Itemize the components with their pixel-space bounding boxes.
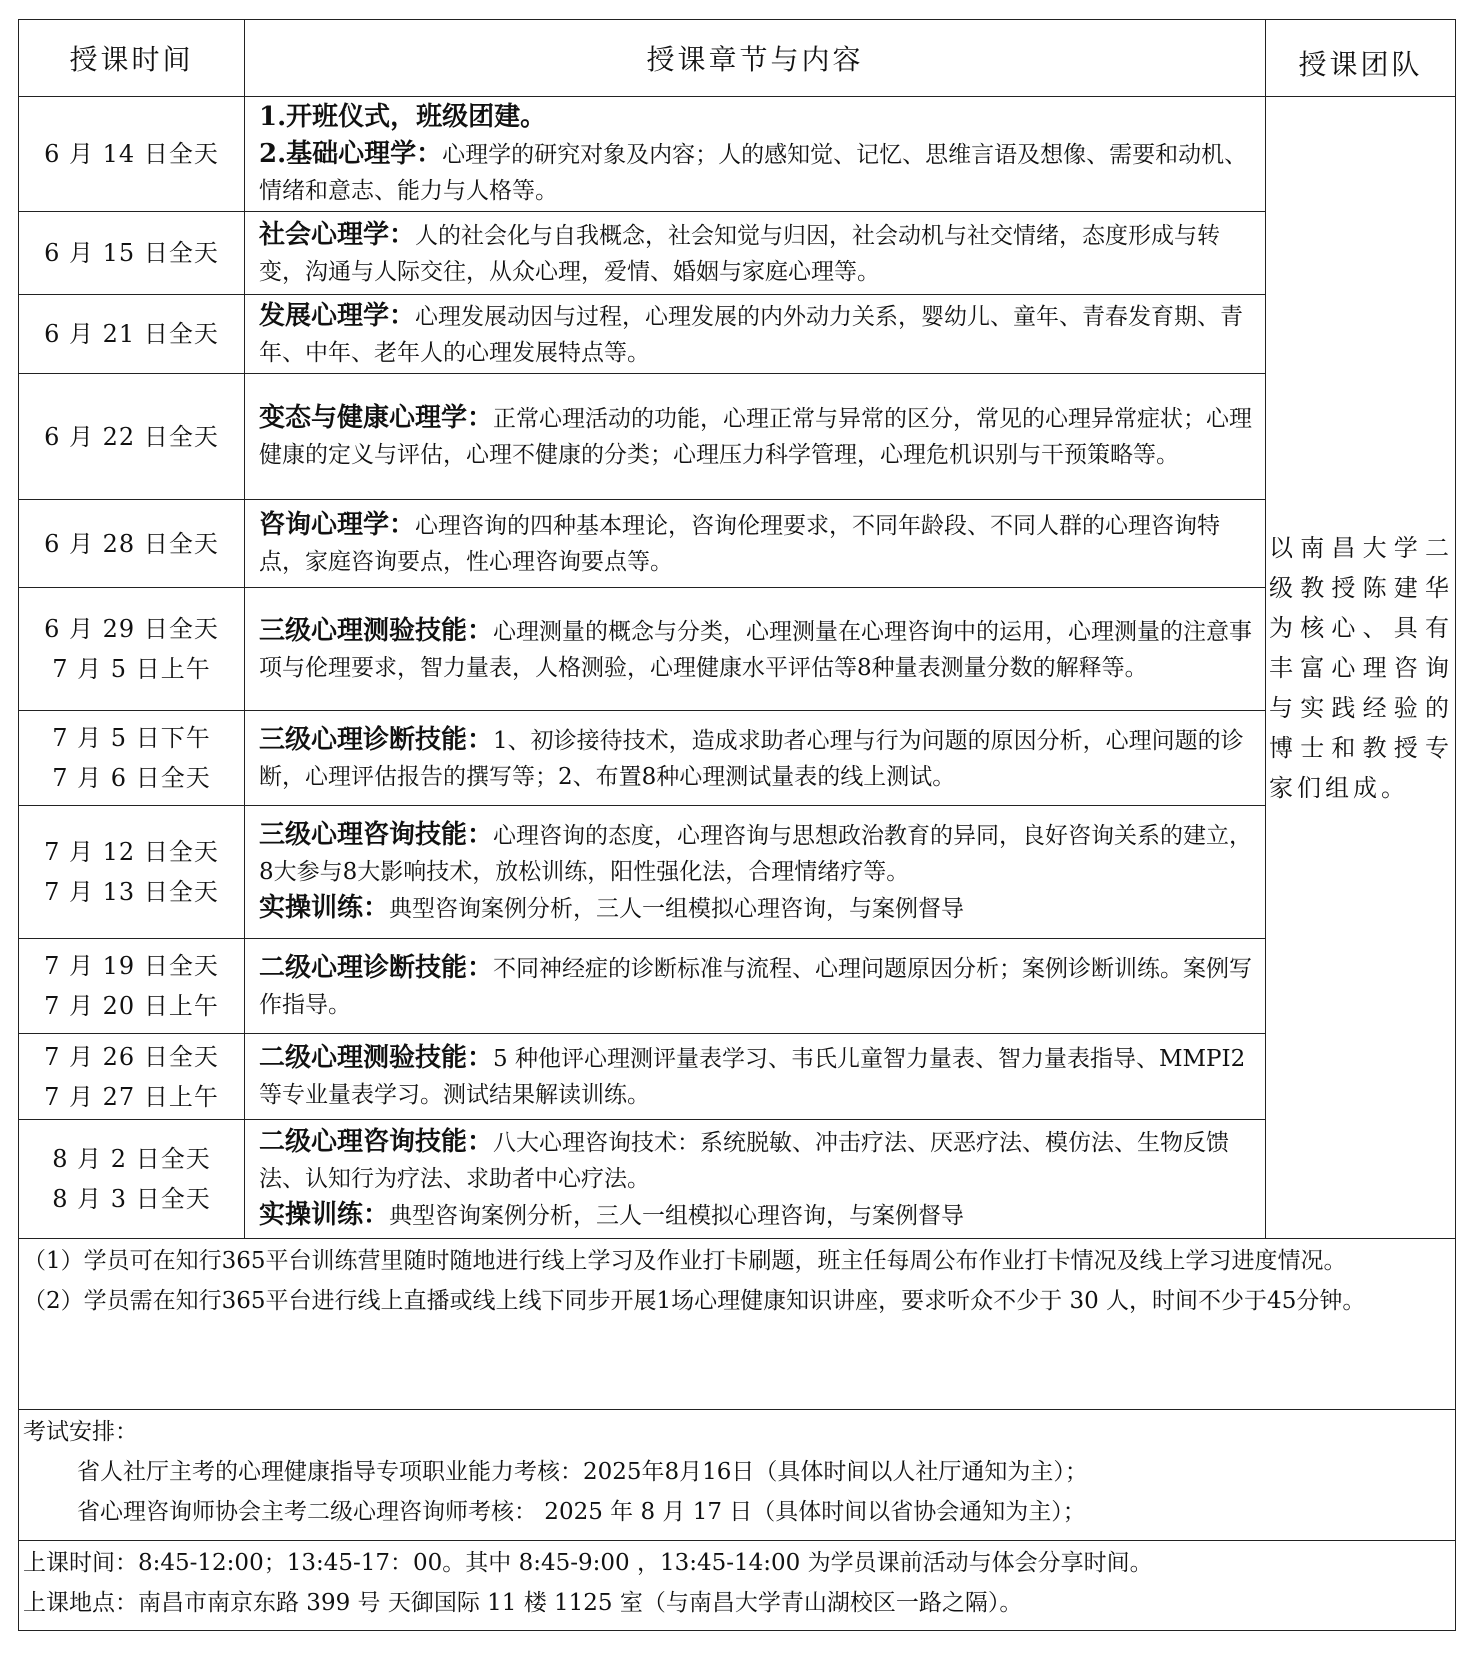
topic-detail: 1、初诊接待技术，造成求助者心理与行为问题的原因分析，心理问题的诊断，心理评估报告的撰写等；2、布置8种心理测试量表的线上测试。 (259, 727, 1244, 790)
content-cell (245, 374, 1266, 500)
class-info-row-cell (19, 1541, 1456, 1631)
topic-title: 二级心理诊断技能： (259, 952, 494, 983)
schedule-row (19, 588, 1456, 711)
content-line (259, 507, 1263, 580)
course-schedule-table (18, 19, 1456, 1631)
topic-detail: 典型咨询案例分析，三人一组模拟心理咨询，与案例督导 (389, 1203, 965, 1229)
exam-item: 省心理咨询师协会主考二级心理咨询师考核： 2025 年 8 月 17 日（具体时间以省协会通知为主）； (77, 1499, 1086, 1525)
date-text: 6 月 15 日全天 (44, 239, 219, 267)
date-text: 7 月 19 日全天 (44, 952, 219, 980)
content-cell (245, 212, 1266, 295)
date-cell (19, 295, 245, 374)
content-line (259, 950, 1263, 1023)
topic-detail: 心理测量的概念与分类，心理测量在心理咨询中的运用，心理测量的注意事项与伦理要求，智力量表，人格测验，心理健康水平评估等8种量表测量分数的解释等。 (259, 618, 1253, 681)
topic-title: 实操训练： (259, 893, 390, 923)
date-text: 6 月 22 日全天 (44, 422, 219, 451)
notes-row (19, 1239, 1456, 1410)
topic-title: 1.开班仪式，班级团建。 (259, 102, 547, 132)
schedule-row (19, 212, 1456, 295)
exam-item: 省人社厅主考的心理健康指导专项职业能力考核：2025年8月16日（具体时间以人社厅通知为主）； (77, 1459, 1088, 1485)
exam-title: 考试安排： (23, 1419, 138, 1445)
content-cell (245, 295, 1266, 374)
header-time: 授课时间 (19, 20, 245, 97)
content-line (259, 400, 1263, 473)
schedule-row (19, 97, 1456, 212)
topic-detail: 八大心理咨询技术：系统脱敏、冲击疗法、厌恶疗法、模仿法、生物反馈法、认知行为疗法、求助者中心疗法。 (259, 1130, 1230, 1192)
topic-title: 二级心理咨询技能： (259, 1127, 494, 1157)
topic-title: 二级心理测验技能： (259, 1043, 494, 1073)
topic-detail: 正常心理活动的功能，心理正常与异常的区分，常见的心理异常症状；心理健康的定义与评估，心理不健康的分类；心理压力科学管理，心理危机识别与干预策略等。 (259, 406, 1253, 468)
topic-detail: 心理学的研究对象及内容；人的感知觉、记忆、思维言语及想像、需要和动机、情绪和意志、能力与人格等。 (259, 142, 1248, 204)
topic-title: 变态与健康心理学： (259, 403, 494, 433)
content-cell (245, 1034, 1266, 1120)
class-location: 上课地点：南昌市南京东路 399 号 天御国际 11 楼 1125 室（与南昌大学青山湖校区一路之隔）。 (23, 1590, 1023, 1616)
topic-title: 三级心理诊断技能： (259, 724, 494, 755)
topic-title: 咨询心理学： (259, 510, 416, 540)
content-line (259, 99, 1263, 136)
date-cell (19, 374, 245, 500)
date-text: 7 月 13 日全天 (44, 878, 219, 906)
content-cell (245, 711, 1266, 806)
note-item: （1）学员可在知行365平台训练营里随时随地进行线上学习及作业打卡刷题，班主任每周公布作业打卡情况及线上学习进度情况。 (23, 1248, 1347, 1274)
header-content: 授课章节与内容 (245, 20, 1266, 97)
header-row (19, 20, 1456, 97)
date-text: 6 月 14 日全天 (44, 140, 219, 168)
date-text: 7 月 12 日全天 (44, 838, 219, 866)
schedule-row (19, 1120, 1456, 1239)
schedule-row (19, 711, 1456, 806)
date-text: 7 月 26 日全天 (44, 1042, 219, 1071)
date-text: 7 月 27 日上午 (44, 1082, 219, 1111)
schedule-row (19, 1034, 1456, 1120)
schedule-row (19, 939, 1456, 1034)
exam-row (19, 1410, 1456, 1541)
date-cell (19, 1034, 245, 1120)
topic-title: 三级心理咨询技能： (259, 820, 494, 850)
date-text: 6 月 28 日全天 (44, 529, 219, 558)
content-cell (245, 588, 1266, 711)
content-cell (245, 500, 1266, 588)
date-text: 7 月 5 日下午 (52, 724, 211, 752)
exam-row-cell (19, 1410, 1456, 1541)
date-cell (19, 212, 245, 295)
content-cell (245, 97, 1266, 212)
content-cell (245, 1120, 1266, 1239)
content-line (259, 1124, 1263, 1197)
content-line (259, 817, 1263, 890)
content-line (259, 1197, 1263, 1234)
date-cell (19, 1120, 245, 1239)
content-line (259, 136, 1263, 209)
topic-title: 三级心理测验技能： (259, 615, 494, 646)
notes-row-cell (19, 1239, 1456, 1410)
date-text: 7 月 20 日上午 (44, 992, 219, 1020)
schedule-row (19, 295, 1456, 374)
date-cell (19, 806, 245, 939)
date-cell (19, 711, 245, 806)
topic-detail: 典型咨询案例分析，三人一组模拟心理咨询，与案例督导 (389, 896, 965, 922)
topic-detail: 心理发展动因与过程，心理发展的内外动力关系，婴幼儿、童年、青春发育期、青年、中年、老年人的心理发展特点等。 (259, 303, 1244, 366)
topic-title: 实操训练： (259, 1200, 390, 1230)
date-cell (19, 588, 245, 711)
topic-title: 2.基础心理学： (259, 139, 443, 169)
content-line (259, 217, 1263, 290)
content-line (259, 613, 1263, 686)
date-cell (19, 500, 245, 588)
schedule-row (19, 374, 1456, 500)
topic-detail: 心理咨询的四种基本理论，咨询伦理要求，不同年龄段、不同人群的心理咨询特点，家庭咨询要点，性心理咨询要点等。 (259, 513, 1221, 575)
content-line (259, 298, 1263, 371)
content-cell (245, 806, 1266, 939)
content-line (259, 890, 1263, 927)
topic-detail: 5 种他评心理测评量表学习、韦氏儿童智力量表、智力量表指导、MMPI2 等专业量表学习。测试结果解读训练。 (259, 1046, 1246, 1108)
topic-title: 社会心理学： (259, 219, 416, 250)
content-cell (245, 939, 1266, 1034)
header-team: 授课团队 (1266, 20, 1456, 97)
topic-detail: 人的社会化与自我概念，社会知觉与归因，社会动机与社交情绪，态度形成与转变，沟通与人际交往，从众心理，爱情、婚姻与家庭心理等。 (259, 222, 1221, 285)
content-line (259, 1040, 1263, 1113)
date-text: 6 月 29 日全天 (44, 615, 219, 643)
schedule-row (19, 806, 1456, 939)
topic-detail: 心理咨询的态度，心理咨询与思想政治教育的异同，良好咨询关系的建立，8大参与8大影响技术，放松训练，阳性强化法，合理情绪疗等。 (259, 823, 1253, 885)
class-time: 上课时间：8:45-12:00；13:45-17：00。其中 8:45-9:00 ，13:45-14:00 为学员课前活动与体会分享时间。 (23, 1550, 1153, 1576)
date-text: 8 月 3 日全天 (52, 1185, 211, 1213)
date-text: 7 月 5 日上午 (52, 655, 211, 683)
date-text: 8 月 2 日全天 (52, 1145, 211, 1173)
note-item: （2）学员需在知行365平台进行线上直播或线上线下同步开展1场心理健康知识讲座，要求听众不少于 30 人，时间不少于45分钟。 (23, 1288, 1366, 1314)
date-cell (19, 97, 245, 212)
content-line (259, 722, 1263, 795)
topic-detail: 不同神经症的诊断标准与流程、心理问题原因分析；案例诊断训练。案例写作指导。 (259, 955, 1253, 1018)
class-info-row (19, 1541, 1456, 1631)
date-cell (19, 939, 245, 1034)
team-cell: 以南昌大学二级教授陈建华为核心、具有丰富心理咨询与实践经验的博士和教授专家们组成。 (1266, 97, 1456, 1239)
date-text: 7 月 6 日全天 (52, 764, 211, 792)
date-text: 6 月 21 日全天 (44, 320, 219, 348)
schedule-row (19, 500, 1456, 588)
topic-title: 发展心理学： (259, 300, 416, 331)
